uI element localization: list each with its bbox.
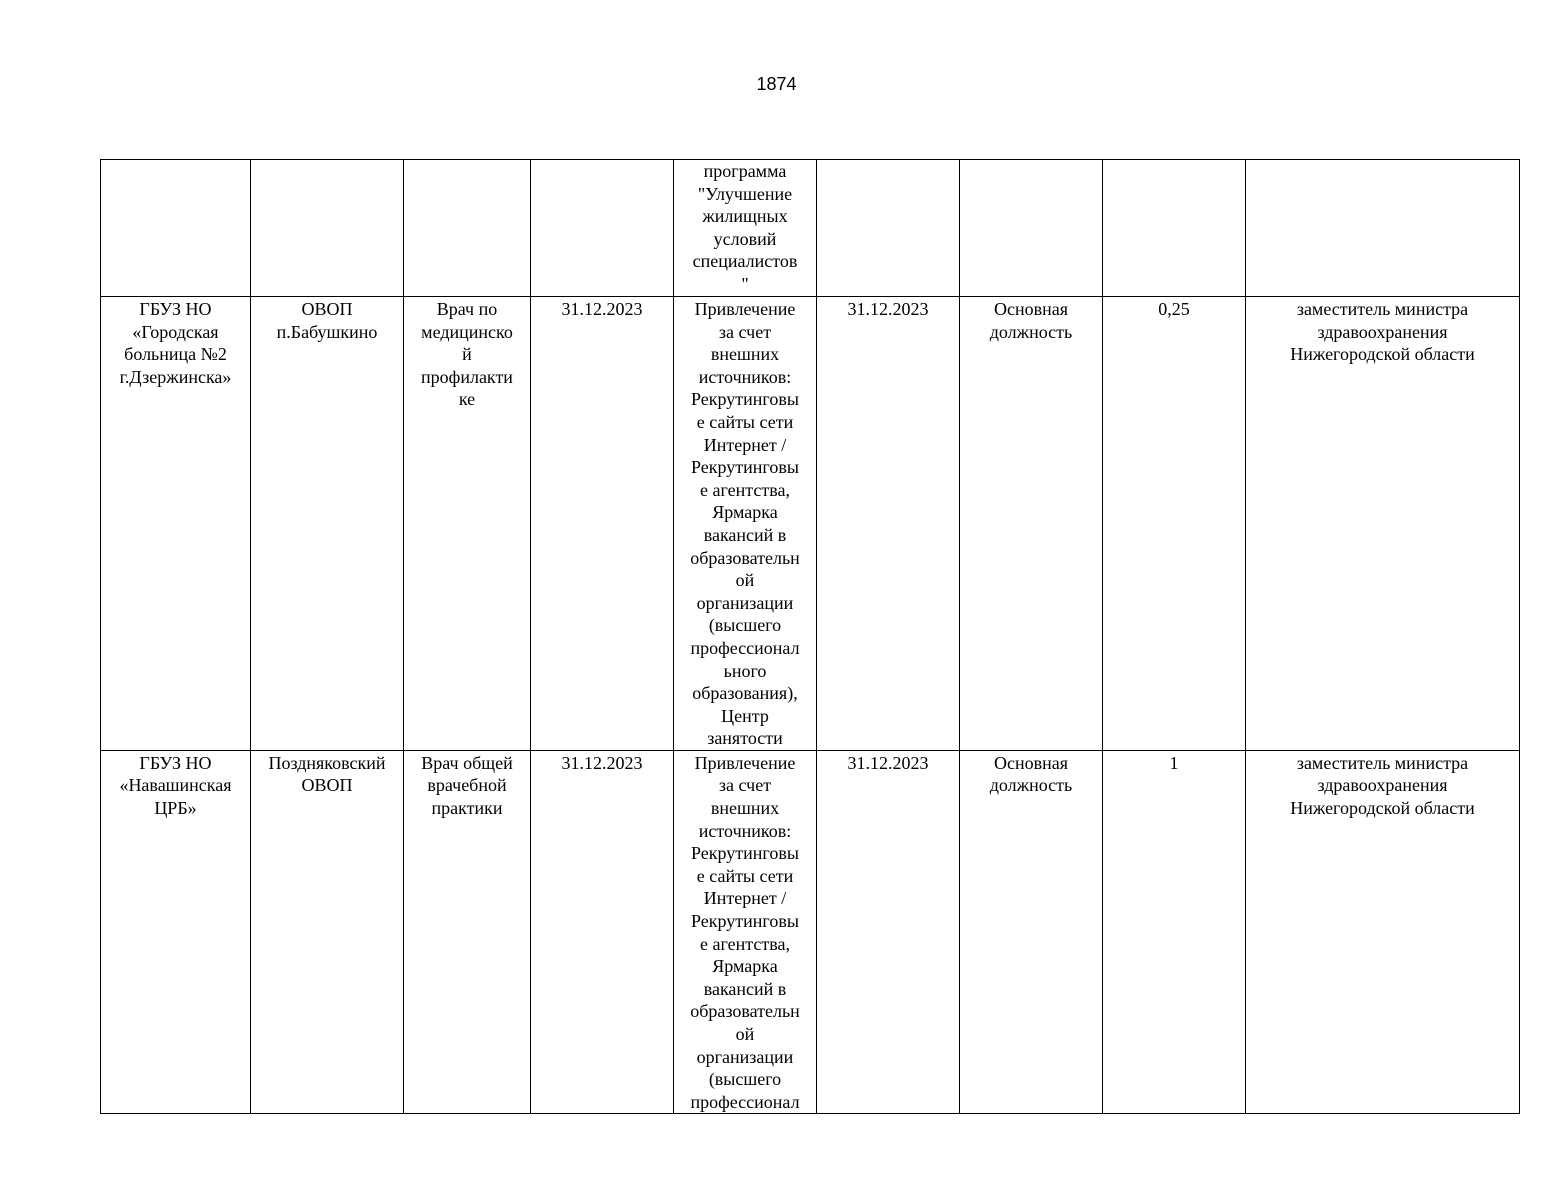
- organization-cell: ГБУЗ НО «Навашинская ЦРБ»: [101, 750, 251, 1114]
- measures-cell: Привлечение за счет внешних источников: Рекрутинговы е сайты сети Интернет / Рекрутинговы е агентства, Ярмарка вакансий в образовательн ой организации (высшего профессионал: [674, 750, 817, 1114]
- responsible-cell: заместитель министра здравоохранения Нижегородской области: [1246, 750, 1520, 1114]
- unit-cell: [251, 160, 404, 297]
- table-row: [101, 297, 1520, 751]
- position-type-cell: Основная должность: [960, 750, 1103, 1114]
- responsible-cell: [1246, 160, 1520, 297]
- table-row: [101, 750, 1520, 1114]
- deadline-cell: 31.12.2023: [817, 297, 960, 751]
- rate-cell: 0,25: [1103, 297, 1246, 751]
- deadline-cell: [817, 160, 960, 297]
- position-cell: [404, 160, 531, 297]
- rate-cell: 1: [1103, 750, 1246, 1114]
- position-type-cell: [960, 160, 1103, 297]
- position-type-cell: Основная должность: [960, 297, 1103, 751]
- rate-cell: [1103, 160, 1246, 297]
- date-cell: 31.12.2023: [531, 750, 674, 1114]
- date-cell: [531, 160, 674, 297]
- date-cell: 31.12.2023: [531, 297, 674, 751]
- position-cell: Врач общей врачебной практики: [404, 750, 531, 1114]
- page-number: 1874: [756, 74, 797, 94]
- table-row: [101, 160, 1520, 297]
- organization-cell: ГБУЗ НО «Городская больница №2 г.Дзержинска»: [101, 297, 251, 751]
- measures-text: программа "Улучшение жилищных условий специалистов ": [692, 161, 798, 294]
- measures-cell: Привлечение за счет внешних источников: Рекрутинговы е сайты сети Интернет / Рекрутинговы е агентства, Ярмарка вакансий в образовательн ой организации (высшего профессионал ьного образования), Центр занятости: [674, 297, 817, 751]
- responsible-cell: заместитель министра здравоохранения Нижегородской области: [1246, 297, 1520, 751]
- position-cell: Врач по медицинско й профилакти ке: [404, 297, 531, 751]
- measures-cell: [674, 160, 817, 297]
- organization-cell: [101, 160, 251, 297]
- staffing-table: [100, 159, 1520, 1114]
- unit-cell: Поздняковский ОВОП: [251, 750, 404, 1114]
- unit-cell: ОВОП п.Бабушкино: [251, 297, 404, 751]
- deadline-cell: 31.12.2023: [817, 750, 960, 1114]
